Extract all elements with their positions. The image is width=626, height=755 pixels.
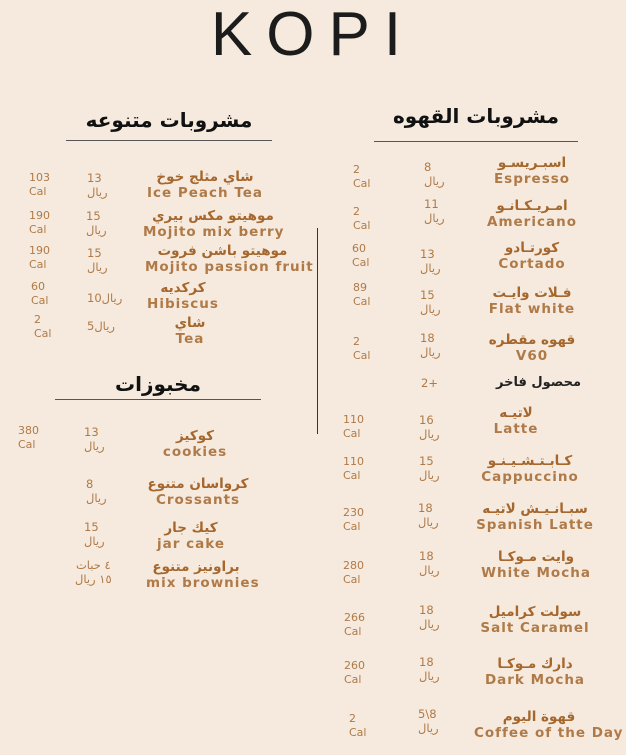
item-calories: 2 Cal bbox=[34, 313, 52, 340]
item-name-ar: شاي مثلج خوخ bbox=[156, 169, 254, 185]
item-calories: 2 Cal bbox=[353, 335, 371, 362]
item-name-en: Dark Mocha bbox=[484, 672, 586, 688]
item-name-ar: قهوة اليوم bbox=[502, 709, 576, 725]
item-name-en: Espresso bbox=[493, 171, 571, 187]
item-name-en: Salt Caramel bbox=[480, 620, 590, 636]
item-name-ar: كيك جار bbox=[164, 520, 218, 536]
brand-logo: KOPI bbox=[210, 0, 416, 69]
item-name-en: Mojito mix berry bbox=[143, 224, 285, 240]
item-calories: 60 Cal bbox=[31, 280, 49, 307]
item-name-ar: كـابـتـشـيـنـو bbox=[487, 453, 573, 469]
item-name-en: mix brownies bbox=[146, 575, 260, 591]
column-divider bbox=[317, 228, 318, 434]
item-name-en: V60 bbox=[515, 348, 549, 364]
item-calories: 110 Cal bbox=[343, 413, 364, 440]
item-price: 5\8 ريال bbox=[418, 707, 439, 735]
section-title-various: مشروبات متنوعه bbox=[85, 108, 253, 132]
menu-item-white-mocha bbox=[476, 549, 596, 581]
item-price: 5ريال bbox=[87, 319, 115, 333]
item-name-en: Spanish Latte bbox=[476, 517, 594, 533]
item-price: 15 ريال bbox=[419, 454, 440, 482]
item-calories: 103 Cal bbox=[29, 171, 50, 198]
item-calories: 89 Cal bbox=[353, 281, 371, 308]
item-name-ar: قهوه مقطره bbox=[488, 332, 576, 348]
item-price: 11 ريال bbox=[424, 197, 445, 225]
item-name-en: Coffee of the Day bbox=[474, 725, 624, 741]
item-calories: 190 Cal bbox=[29, 209, 50, 236]
menu-item-latte bbox=[456, 405, 576, 437]
item-price: 8 ريال bbox=[424, 160, 445, 188]
item-price: 13 ريال bbox=[87, 171, 108, 199]
menu-item-v60 bbox=[472, 332, 592, 364]
item-name-en: Crossants bbox=[155, 492, 241, 508]
item-name-ar: كورتـادو bbox=[504, 240, 560, 256]
item-price: 15 ريال bbox=[84, 520, 105, 548]
item-price: 16 ريال bbox=[419, 413, 440, 441]
item-name-en: jar cake bbox=[157, 536, 225, 552]
menu-item-ice-peach-tea bbox=[140, 169, 270, 201]
item-name-ar: موهيتو باشن فروت bbox=[157, 243, 288, 259]
menu-item-dark-mocha bbox=[475, 656, 595, 688]
item-name-en: Flat white bbox=[488, 301, 576, 317]
item-price: 15 ريال bbox=[86, 209, 107, 237]
item-calories: 230 Cal bbox=[343, 506, 364, 533]
menu-item-americano bbox=[472, 198, 592, 230]
item-name-en: White Mocha bbox=[481, 565, 591, 581]
item-name-en: Cortado bbox=[498, 256, 566, 272]
item-calories: 280 Cal bbox=[343, 559, 364, 586]
bakery-title-rule bbox=[55, 399, 261, 400]
menu-item-cookies bbox=[145, 428, 245, 460]
item-name-en: Latte bbox=[493, 421, 539, 437]
item-calories: 110 Cal bbox=[343, 455, 364, 482]
item-name-ar: لاتيـه bbox=[499, 405, 533, 421]
item-name-en: cookies bbox=[162, 444, 228, 460]
item-price: 18 ريال bbox=[420, 331, 441, 359]
item-calories: 2 Cal bbox=[353, 205, 371, 232]
menu-item-espresso bbox=[472, 155, 592, 187]
item-name-ar: امـريـكـانـو bbox=[496, 198, 568, 214]
item-calories: 60 Cal bbox=[352, 242, 370, 269]
item-name-ar: وايت مـوكـا bbox=[497, 549, 575, 565]
item-calories: 380 Cal bbox=[18, 424, 39, 451]
menu-item-spanish-latte bbox=[475, 501, 595, 533]
menu-item-mix-brownies bbox=[146, 559, 260, 591]
menu-item-tea bbox=[160, 315, 220, 347]
premium-crop-label: محصول فاخر bbox=[496, 375, 582, 390]
item-calories: 2 Cal bbox=[349, 712, 367, 739]
item-name-ar: سولت كراميل bbox=[488, 604, 582, 620]
item-name-ar: كركديه bbox=[160, 280, 206, 296]
item-name-ar: كرواسان متنوع bbox=[147, 476, 249, 492]
item-price: 15 ريال bbox=[420, 288, 441, 316]
menu-item-mojito-passion-fruit bbox=[145, 243, 314, 275]
menu-item-mojito-mix-berry bbox=[143, 208, 283, 240]
item-price: 18 ريال bbox=[419, 549, 440, 577]
item-price: 15 ريال bbox=[87, 246, 108, 274]
item-name-en: Hibiscus bbox=[147, 296, 219, 312]
item-name-ar: شاي bbox=[174, 315, 206, 331]
section-title-coffee: مشروبات القهوه bbox=[393, 104, 559, 128]
item-price: 18 ريال bbox=[418, 501, 439, 529]
various-title-rule bbox=[66, 140, 272, 141]
item-name-ar: اسبـريسـو bbox=[497, 155, 567, 171]
section-title-bakery: مخبوزات bbox=[115, 372, 201, 396]
item-calories: 260 Cal bbox=[344, 659, 365, 686]
item-name-ar: موهيتو مكس بيري bbox=[152, 208, 274, 224]
item-name-en: Americano bbox=[487, 214, 577, 230]
item-name-en: Cappuccino bbox=[481, 469, 579, 485]
item-price: 13 ريال bbox=[420, 247, 441, 275]
item-name-ar: دارك مـوكـا bbox=[497, 656, 573, 672]
item-calories: 266 Cal bbox=[344, 611, 365, 638]
menu-item-coffee-of-the-day bbox=[474, 709, 624, 741]
menu-item-cappuccino bbox=[470, 453, 590, 485]
item-calories: 2 Cal bbox=[353, 163, 371, 190]
item-price: 18 ريال bbox=[419, 655, 440, 683]
item-name-en: Tea bbox=[175, 331, 205, 347]
item-name-ar: كوكيز bbox=[175, 428, 215, 444]
menu-item-cortado bbox=[472, 240, 592, 272]
item-name-ar: براونيز متنوع bbox=[152, 559, 240, 575]
premium-crop-price: 2+ bbox=[421, 376, 438, 390]
item-name-ar: فـلات وايـت bbox=[492, 285, 572, 301]
menu-item-jar-cake bbox=[151, 520, 231, 552]
menu-item-crossants bbox=[138, 476, 258, 508]
item-name-en: Mojito passion fruit bbox=[145, 259, 314, 275]
item-calories: 190 Cal bbox=[29, 244, 50, 271]
menu-item-flat-white bbox=[472, 285, 592, 317]
item-price: 10ريال bbox=[87, 291, 123, 305]
item-price: 18 ريال bbox=[419, 603, 440, 631]
item-name-ar: سبـانـيـش لاتيـه bbox=[482, 501, 588, 517]
menu-item-salt-caramel bbox=[475, 604, 595, 636]
item-name-en: Ice Peach Tea bbox=[146, 185, 264, 201]
coffee-title-rule bbox=[374, 141, 578, 142]
item-price: ٤ حبات ١٥ ريال bbox=[75, 558, 112, 586]
menu-item-hibiscus bbox=[143, 280, 223, 312]
item-price: 13 ريال bbox=[84, 425, 105, 453]
item-price: 8 ريال bbox=[86, 477, 107, 505]
